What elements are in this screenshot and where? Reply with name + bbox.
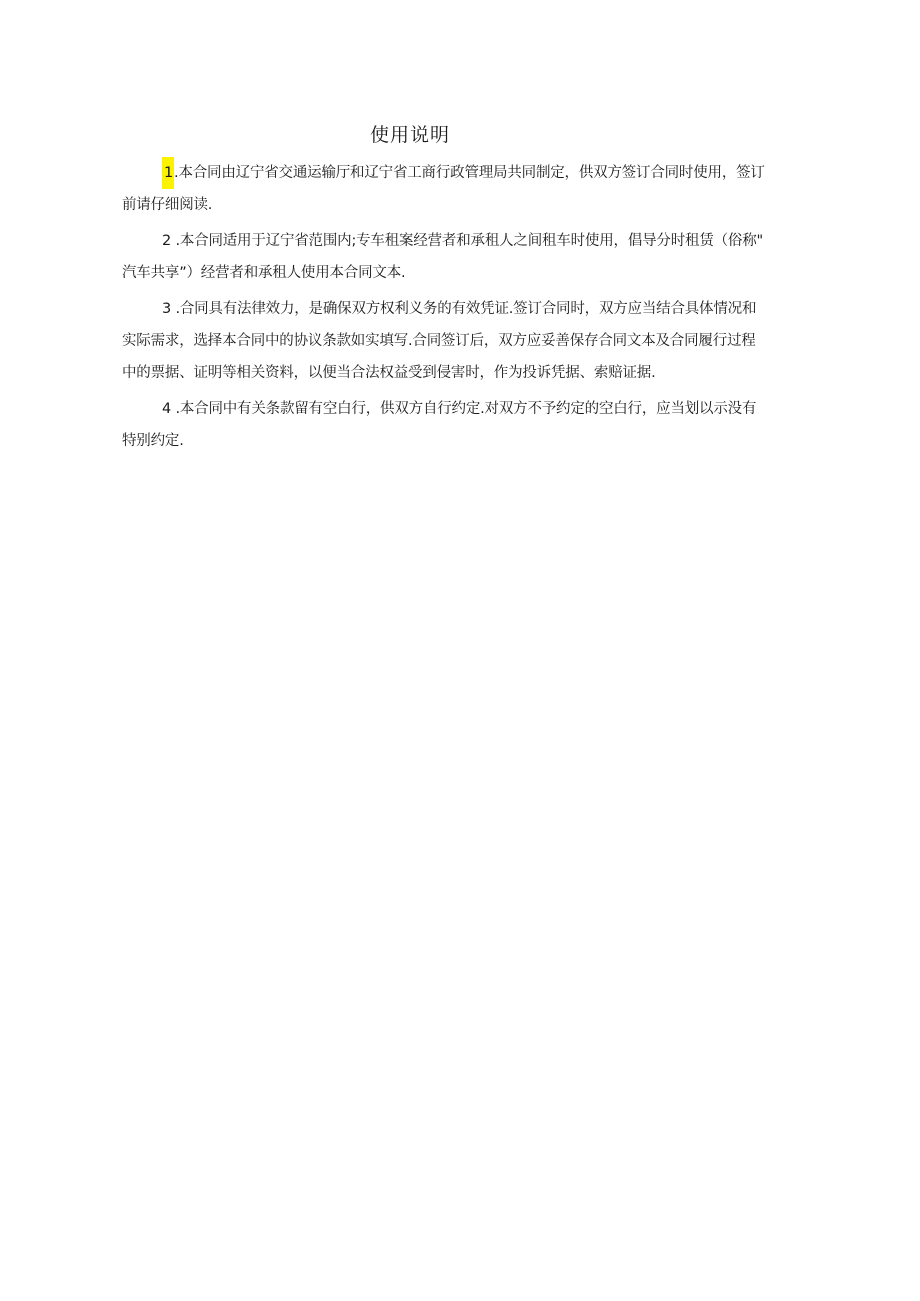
instruction-line: 汽车共享”）经营者和承租人使用本合同文本. — [122, 265, 406, 281]
instruction-line: 实际需求，选择本合同中的协议条款如实填写.合同签订后，双方应妥善保存合同文本及合同履行过程 — [122, 333, 756, 349]
instruction-item-3 — [122, 293, 812, 389]
instruction-item-2 — [122, 225, 812, 289]
highlighted-number: 1 — [162, 157, 174, 189]
instruction-line — [122, 293, 812, 325]
instruction-line — [122, 393, 812, 425]
instruction-text: .本合同适用于辽宁省范围内;专车租案经营者和承租人之间租车时使用，倡导分时租赁（俗称" — [171, 233, 764, 249]
item-number: 2 — [162, 233, 172, 249]
item-number: 3 — [162, 301, 172, 317]
instruction-text: .本合同由辽宁省交通运输厅和辽宁省工商行政管理局共同制定，供双方签订合同时使用，签订 — [174, 165, 765, 181]
instruction-text: .本合同中有关条款留有空白行，供双方自行约定.对双方不予约定的空白行，应当划以示没有 — [171, 401, 757, 417]
instruction-text: .合同具有法律效力，是确保双方权利义务的有效凭证.签订合同时，双方应当结合具体情况和 — [171, 301, 757, 317]
instruction-line: 前请仔细阅读. — [122, 197, 213, 213]
instruction-line: 中的票据、证明等相关资料，以便当合法权益受到侵害时，作为投诉凭据、索赔证据. — [122, 365, 656, 381]
instruction-line: 特别约定. — [122, 433, 184, 449]
instruction-item-1 — [122, 157, 812, 221]
item-number: 4 — [162, 401, 172, 417]
instruction-line — [122, 225, 812, 257]
instruction-item-4 — [122, 393, 812, 457]
document-title: 使用说明 — [369, 124, 450, 146]
instruction-line — [122, 157, 812, 189]
